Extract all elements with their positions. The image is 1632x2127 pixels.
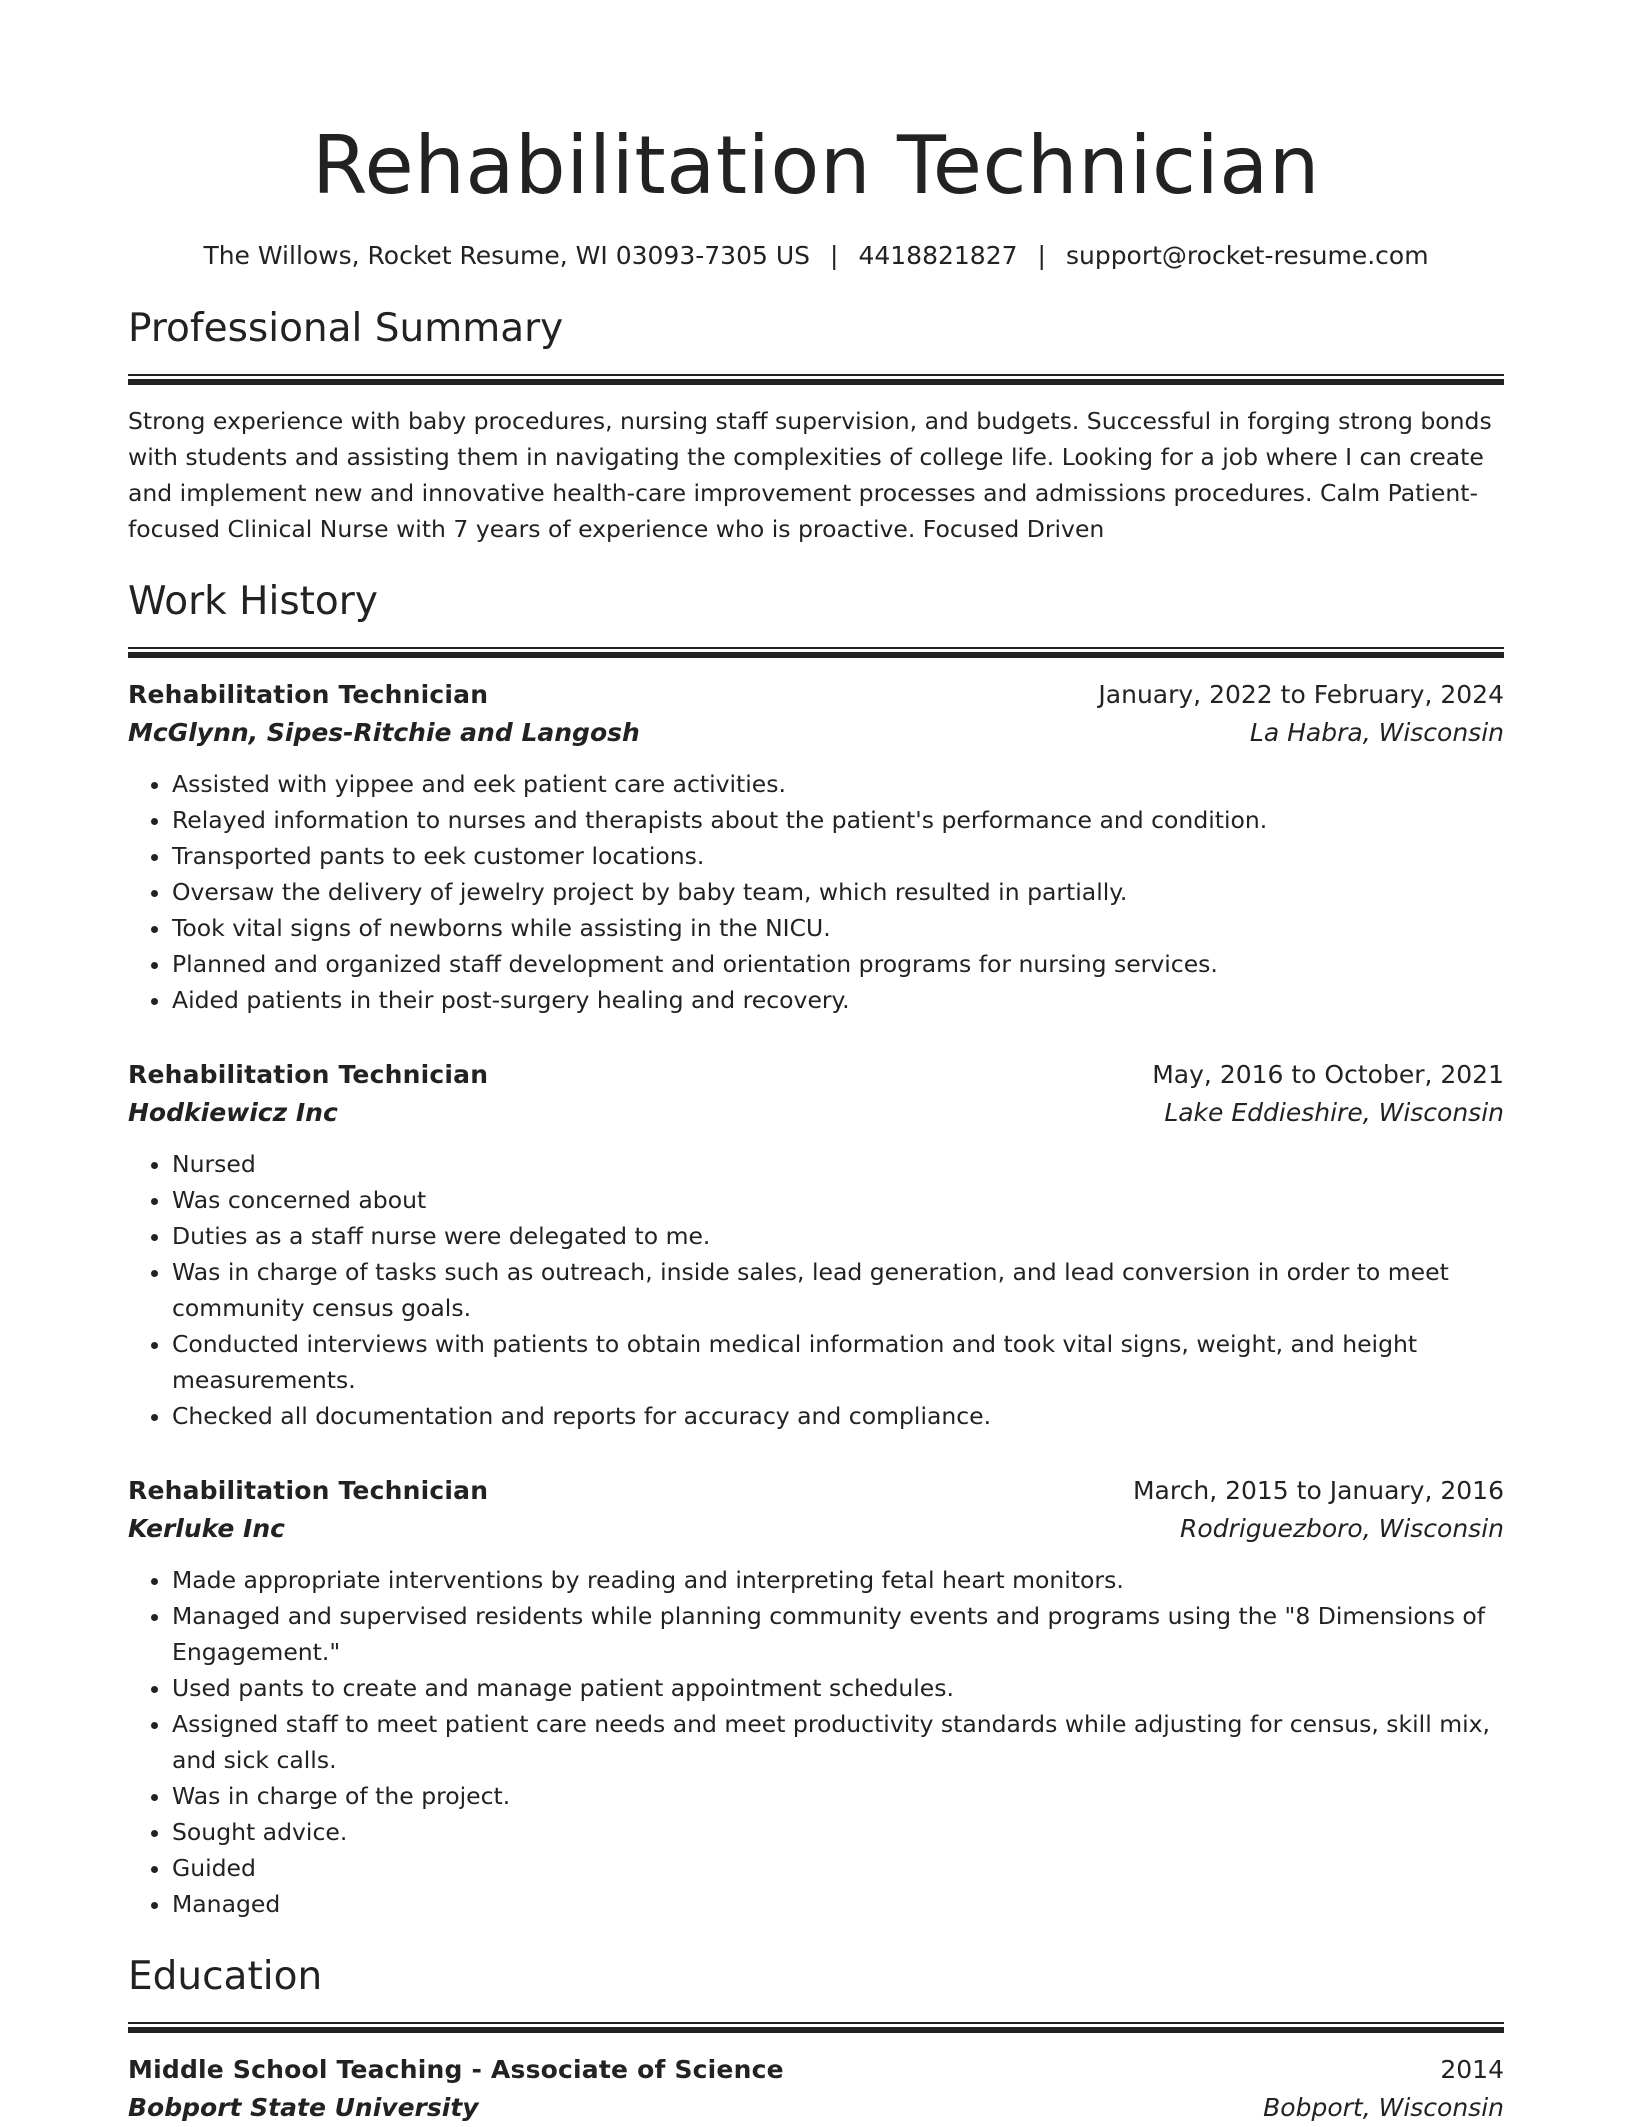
job-dates: January, 2022 to February, 2024 [1098, 680, 1504, 709]
section-divider [128, 647, 1504, 658]
section-title-summary: Professional Summary [128, 306, 564, 351]
job-bullet: • Planned and organized staff development and orientation programs for nursing services. [172, 946, 1504, 982]
section-divider [128, 2022, 1504, 2033]
job-title: Rehabilitation Technician [128, 680, 489, 709]
job-bullet: • Made appropriate interventions by reading and interpreting fetal heart monitors. [172, 1562, 1504, 1598]
job-bullet: • Managed and supervised residents while planning community events and programs using the "8 Dimensions of Engagement." [172, 1598, 1504, 1670]
contact-address: The Willows, Rocket Resume, WI 03093-7305 US [203, 241, 811, 270]
job-title: Rehabilitation Technician [128, 1060, 489, 1089]
job-bullet: • Used pants to create and manage patient appointment schedules. [172, 1670, 1504, 1706]
job-bullet: • Guided [172, 1850, 1504, 1886]
summary-text: Strong experience with baby procedures, nursing staff supervision, and budgets. Successful in forging strong bonds with students and assisting them in navigating the complexities of college life. Looking for a job where I can create and implement new and innovative health-care improvement processes and admissions procedures. Calm Patient-focused Clinical Nurse with 7 years of experience who is proactive. Focused Driven [128, 407, 1492, 543]
education-location: Bobport, Wisconsin [1263, 2093, 1504, 2122]
job-location: Lake Eddieshire, Wisconsin [1164, 1098, 1504, 1127]
job-company: Kerluke Inc [128, 1514, 285, 1543]
job-dates: March, 2015 to January, 2016 [1132, 1476, 1504, 1505]
section-title-work-history: Work History [128, 579, 378, 624]
job-bullet: • Managed [172, 1886, 1504, 1922]
job-dates: May, 2016 to October, 2021 [1152, 1060, 1504, 1089]
job-bullet: • Was in charge of the project. [172, 1778, 1504, 1814]
job-bullet: • Aided patients in their post-surgery healing and recovery. [172, 982, 1504, 1018]
contact-line [128, 238, 1504, 274]
job-bullet: • Duties as a staff nurse were delegated to me. [172, 1218, 1504, 1254]
job-company: McGlynn, Sipes-Ritchie and Langosh [128, 718, 640, 747]
job-bullet: • Nursed [172, 1146, 1504, 1182]
contact-separator: | [830, 241, 839, 270]
candidate-name: Rehabilitation Technician [311, 119, 1320, 212]
job-bullet: • Was concerned about [172, 1182, 1504, 1218]
job-bullet: • Checked all documentation and reports for accuracy and compliance. [172, 1398, 1504, 1434]
job-location: Rodriguezboro, Wisconsin [1180, 1514, 1504, 1543]
contact-phone: 4418821827 [858, 241, 1018, 270]
contact-separator: | [1037, 241, 1046, 270]
contact-email: support@rocket-resume.com [1065, 241, 1429, 270]
job-bullet: • Transported pants to eek customer locations. [172, 838, 1504, 874]
education-entry [128, 2051, 1504, 2127]
job-bullets [128, 766, 1504, 1018]
job-bullet: • Sought advice. [172, 1814, 1504, 1850]
education-section [128, 1952, 1504, 2127]
job-entry [128, 1472, 1504, 1922]
section-divider [128, 374, 1504, 385]
job-bullet: • Took vital signs of newborns while assisting in the NICU. [172, 910, 1504, 946]
job-location: La Habra, Wisconsin [1249, 718, 1504, 747]
work-history-section [128, 577, 1504, 1922]
job-company: Hodkiewicz Inc [128, 1098, 338, 1127]
education-degree: Middle School Teaching - Associate of Science [128, 2055, 784, 2084]
education-year: 2014 [1440, 2055, 1504, 2084]
education-school: Bobport State University [128, 2093, 479, 2122]
job-bullet: • Was in charge of tasks such as outreach, inside sales, lead generation, and lead conversion in order to meet community census goals. [172, 1254, 1504, 1326]
job-entry [128, 1056, 1504, 1434]
job-bullet: • Conducted interviews with patients to obtain medical information and took vital signs, weight, and height measurements. [172, 1326, 1504, 1398]
job-bullet: • Oversaw the delivery of jewelry project by baby team, which resulted in partially. [172, 874, 1504, 910]
job-entry [128, 676, 1504, 1018]
job-bullets [128, 1562, 1504, 1922]
job-bullet: • Assigned staff to meet patient care needs and meet productivity standards while adjusting for census, skill mix, and sick calls. [172, 1706, 1504, 1778]
job-bullet: • Assisted with yippee and eek patient care activities. [172, 766, 1504, 802]
section-title-education: Education [128, 1954, 323, 1999]
job-bullets [128, 1146, 1504, 1434]
job-title: Rehabilitation Technician [128, 1476, 489, 1505]
job-bullet: • Relayed information to nurses and therapists about the patient's performance and condition. [172, 802, 1504, 838]
professional-summary-section [128, 304, 1504, 547]
